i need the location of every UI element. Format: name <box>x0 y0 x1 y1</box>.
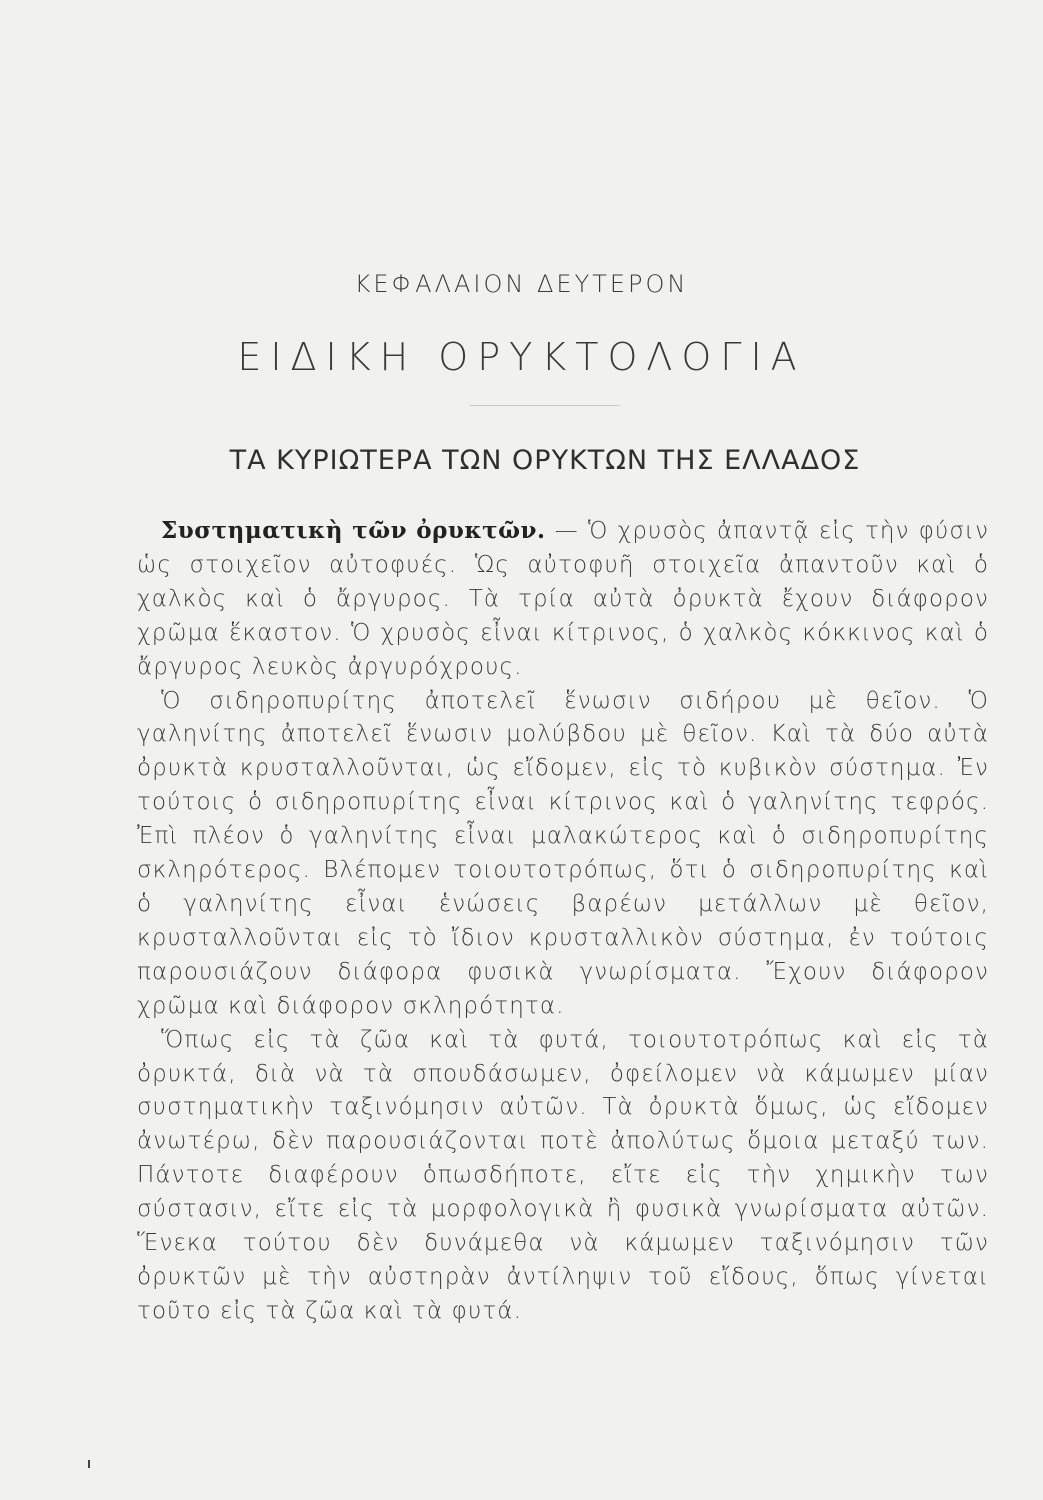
paragraph-2: Ὁ σιδηροπυρίτης ἀποτελεῖ ἕνωσιν σιδήρου μὲ θεῖον. Ὁ γαληνίτης ἀποτελεῖ ἕνωσιν μολύβδου μὲ θεῖον. Καὶ τὰ δύο αὐτὰ ὀρυκτὰ κρυσταλλοῦνται, ὡς εἴδομεν, εἰς τὸ κυβικὸν σύστημα. Ἐν τούτοις ὁ σιδηροπυρίτης εἶναι κίτρινος καὶ ὁ γαληνίτης τεφρός. Ἐπὶ πλέον ὁ γαληνίτης εἶναι μαλακώτερος καὶ ὁ σιδηροπυρίτης σκληρότερος. Βλέπομεν τοιουτοτρόπως, ὅτι ὁ σιδηροπυρίτης καὶ ὁ γαληνίτης εἶναι ἑνώσεις βαρέων μετάλλων μὲ θεῖον, κρυσταλλοῦνται εἰς τὸ ἴδιον κρυσταλλικὸν σύστημα, ἐν τούτοις παρουσιάζουν διάφορα φυσικὰ γνωρίσματα. Ἔχουν διάφορον χρῶμα καὶ διάφορον σκληρότητα. <box>137 687 989 1019</box>
body-text <box>137 514 989 1329</box>
print-speck <box>88 1460 90 1468</box>
paragraph-1-text: — Ὁ χρυσὸς ἀπαντᾷ εἰς τὴν φύσιν ὡς στοιχεῖον αὐτοφυές. Ὡς αὐτοφυῆ στοιχεῖα ἀπαντοῦν καὶ ὁ χαλκὸς καὶ ὁ ἄργυρος. Τὰ τρία αὐτὰ ὀρυκτὰ ἔχουν διάφορον χρῶμα ἕκαστον. Ὁ χρυσὸς εἶναι κίτρινος, ὁ χαλκὸς κόκκινος καὶ ὁ ἄργυρος λευκὸς ἀργυρόχρους. <box>137 518 990 680</box>
chapter-title: ΕΙΔΙΚΗ ΟΡΥΚΤΟΛΟΓΙΑ <box>237 335 806 379</box>
chapter-label: ΚΕΦΑΛΑΙΟΝ ΔΕΥΤΕΡΟΝ <box>354 270 689 298</box>
title-divider <box>470 405 620 406</box>
paragraph-1 <box>137 514 989 685</box>
paragraph-3: Ὅπως εἰς τὰ ζῶα καὶ τὰ φυτά, τοιουτοτρόπως καὶ εἰς τὰ ὀρυκτά, διὰ νὰ τὰ σπουδάσωμεν, ὀφείλομεν νὰ κάμωμεν μίαν συστηματικὴν ταξινόμησιν αὐτῶν. Τὰ ὀρυκτὰ ὅμως, ὡς εἴδομεν ἀνωτέρω, δὲν παρουσιάζονται ποτὲ ἀπολύτως ὅμοια μεταξύ των. Πάντοτε διαφέρουν ὁπωσδήποτε, εἴτε εἰς τὴν χημικὴν των σύστασιν, εἴτε εἰς τὰ μορφολογικὰ ἢ φυσικὰ γνωρίσματα αὐτῶν. Ἕνεκα τούτου δὲν δυνάμεθα νὰ κάμωμεν ταξινόμησιν τῶν ὀρυκτῶν μὲ τὴν αὐστηρὰν ἀντίληψιν τοῦ εἴδους, ὅπως γίνεται τοῦτο εἰς τὰ ζῶα καὶ τὰ φυτά. <box>137 1026 989 1324</box>
section-title: ΤΑ ΚΥΡΙΩΤΕΡΑ ΤΩΝ ΟΡΥΚΤΩΝ ΤΗΣ ΕΛΛΑΔΟΣ <box>229 445 861 476</box>
paragraph-lead: Συστηματικὴ τῶν ὀρυκτῶν. <box>161 517 546 544</box>
